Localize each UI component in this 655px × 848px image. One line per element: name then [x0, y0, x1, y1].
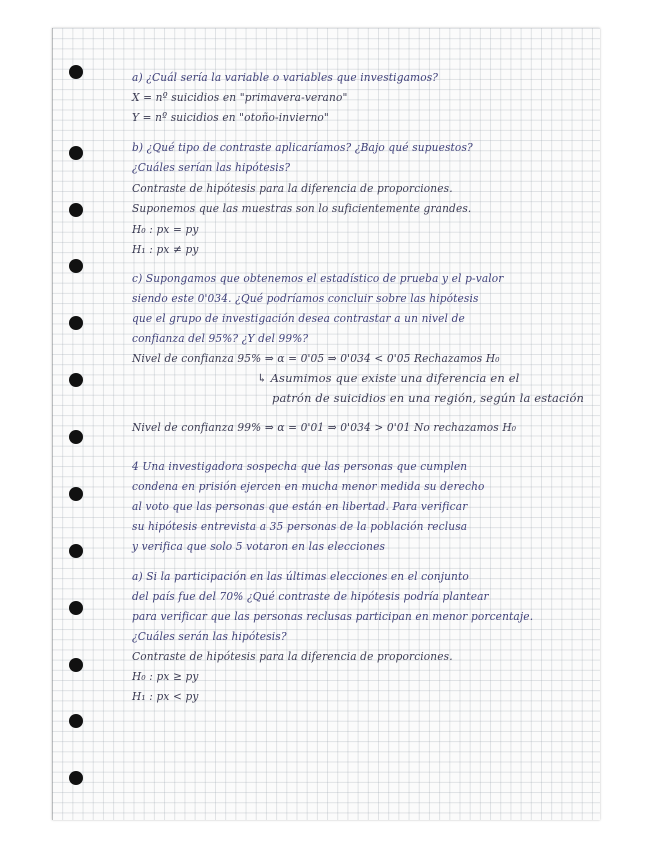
- handwritten-line: confianza del 95%? ¿Y del 99%?: [132, 331, 309, 345]
- punch-hole: [69, 601, 83, 615]
- handwritten-line: H₁ : px ≠ py: [132, 242, 199, 256]
- punch-hole: [69, 544, 83, 558]
- handwritten-line: 4 Una investigadora sospecha que las personas que cumplen: [132, 459, 468, 473]
- punch-hole: [69, 430, 83, 444]
- handwritten-line: ¿Cuáles serán las hipótesis?: [132, 629, 287, 643]
- handwritten-line: Contraste de hipótesis para la diferencia de proporciones.: [132, 181, 453, 195]
- punch-hole: [69, 65, 83, 79]
- handwritten-line: c) Supongamos que obtenemos el estadístico de prueba y el p-valor: [132, 271, 504, 285]
- handwritten-line: su hipótesis entrevista a 35 personas de la población reclusa: [132, 519, 468, 533]
- punch-hole: [69, 714, 83, 728]
- handwritten-line: a) Si la participación en las últimas elecciones en el conjunto: [132, 569, 469, 583]
- handwritten-line: Suponemos que las muestras son lo suficientemente grandes.: [132, 201, 472, 215]
- punch-hole: [69, 203, 83, 217]
- punch-hole: [69, 771, 83, 785]
- punch-hole: [69, 259, 83, 273]
- handwritten-line: Nivel de confianza 99% ⇒ α = 0'01 ⇒ 0'034 > 0'01 No rechazamos H₀: [132, 420, 517, 434]
- handwritten-line: ↳ Asumimos que existe una diferencia en el: [257, 371, 520, 385]
- handwritten-line: patrón de suicidios en una región, según la estación: [272, 391, 585, 405]
- handwritten-line: ¿Cuáles serían las hipótesis?: [132, 160, 291, 174]
- handwritten-line: y verifica que solo 5 votaron en las elecciones: [132, 539, 386, 553]
- punch-hole: [69, 146, 83, 160]
- handwritten-line: b) ¿Qué tipo de contraste aplicaríamos? ¿Bajo qué supuestos?: [132, 140, 473, 154]
- handwritten-line: H₀ : px ≥ py: [132, 669, 199, 683]
- handwritten-line: Contraste de hipótesis para la diferencia de proporciones.: [132, 649, 453, 663]
- handwritten-line: que el grupo de investigación desea contrastar a un nivel de: [132, 311, 465, 325]
- handwritten-line: a) ¿Cuál sería la variable o variables que investigamos?: [132, 70, 439, 84]
- punch-hole: [69, 487, 83, 501]
- handwritten-line: al voto que las personas que están en libertad. Para verificar: [132, 499, 468, 513]
- margin-line: [52, 28, 53, 820]
- handwritten-line: del país fue del 70% ¿Qué contraste de hipótesis podría plantear: [132, 589, 489, 603]
- handwritten-line: Y = nº suicidios en "otoño-invierno": [132, 110, 329, 124]
- handwritten-line: X = nº suicidios en "primavera-verano": [132, 90, 348, 104]
- handwritten-line: para verificar que las personas reclusas participan en menor porcentaje.: [132, 609, 534, 623]
- handwritten-line: H₁ : px < py: [132, 689, 199, 703]
- punch-hole: [69, 658, 83, 672]
- handwritten-line: Nivel de confianza 95% ⇒ α = 0'05 ⇒ 0'034 < 0'05 Rechazamos H₀: [132, 351, 500, 365]
- punch-hole: [69, 373, 83, 387]
- handwritten-line: condena en prisión ejercen en mucha menor medida su derecho: [132, 479, 485, 493]
- handwritten-line: H₀ : px = py: [132, 222, 199, 236]
- handwritten-line: siendo este 0'034. ¿Qué podríamos concluir sobre las hipótesis: [132, 291, 479, 305]
- notebook-page: [52, 28, 600, 820]
- punch-hole: [69, 316, 83, 330]
